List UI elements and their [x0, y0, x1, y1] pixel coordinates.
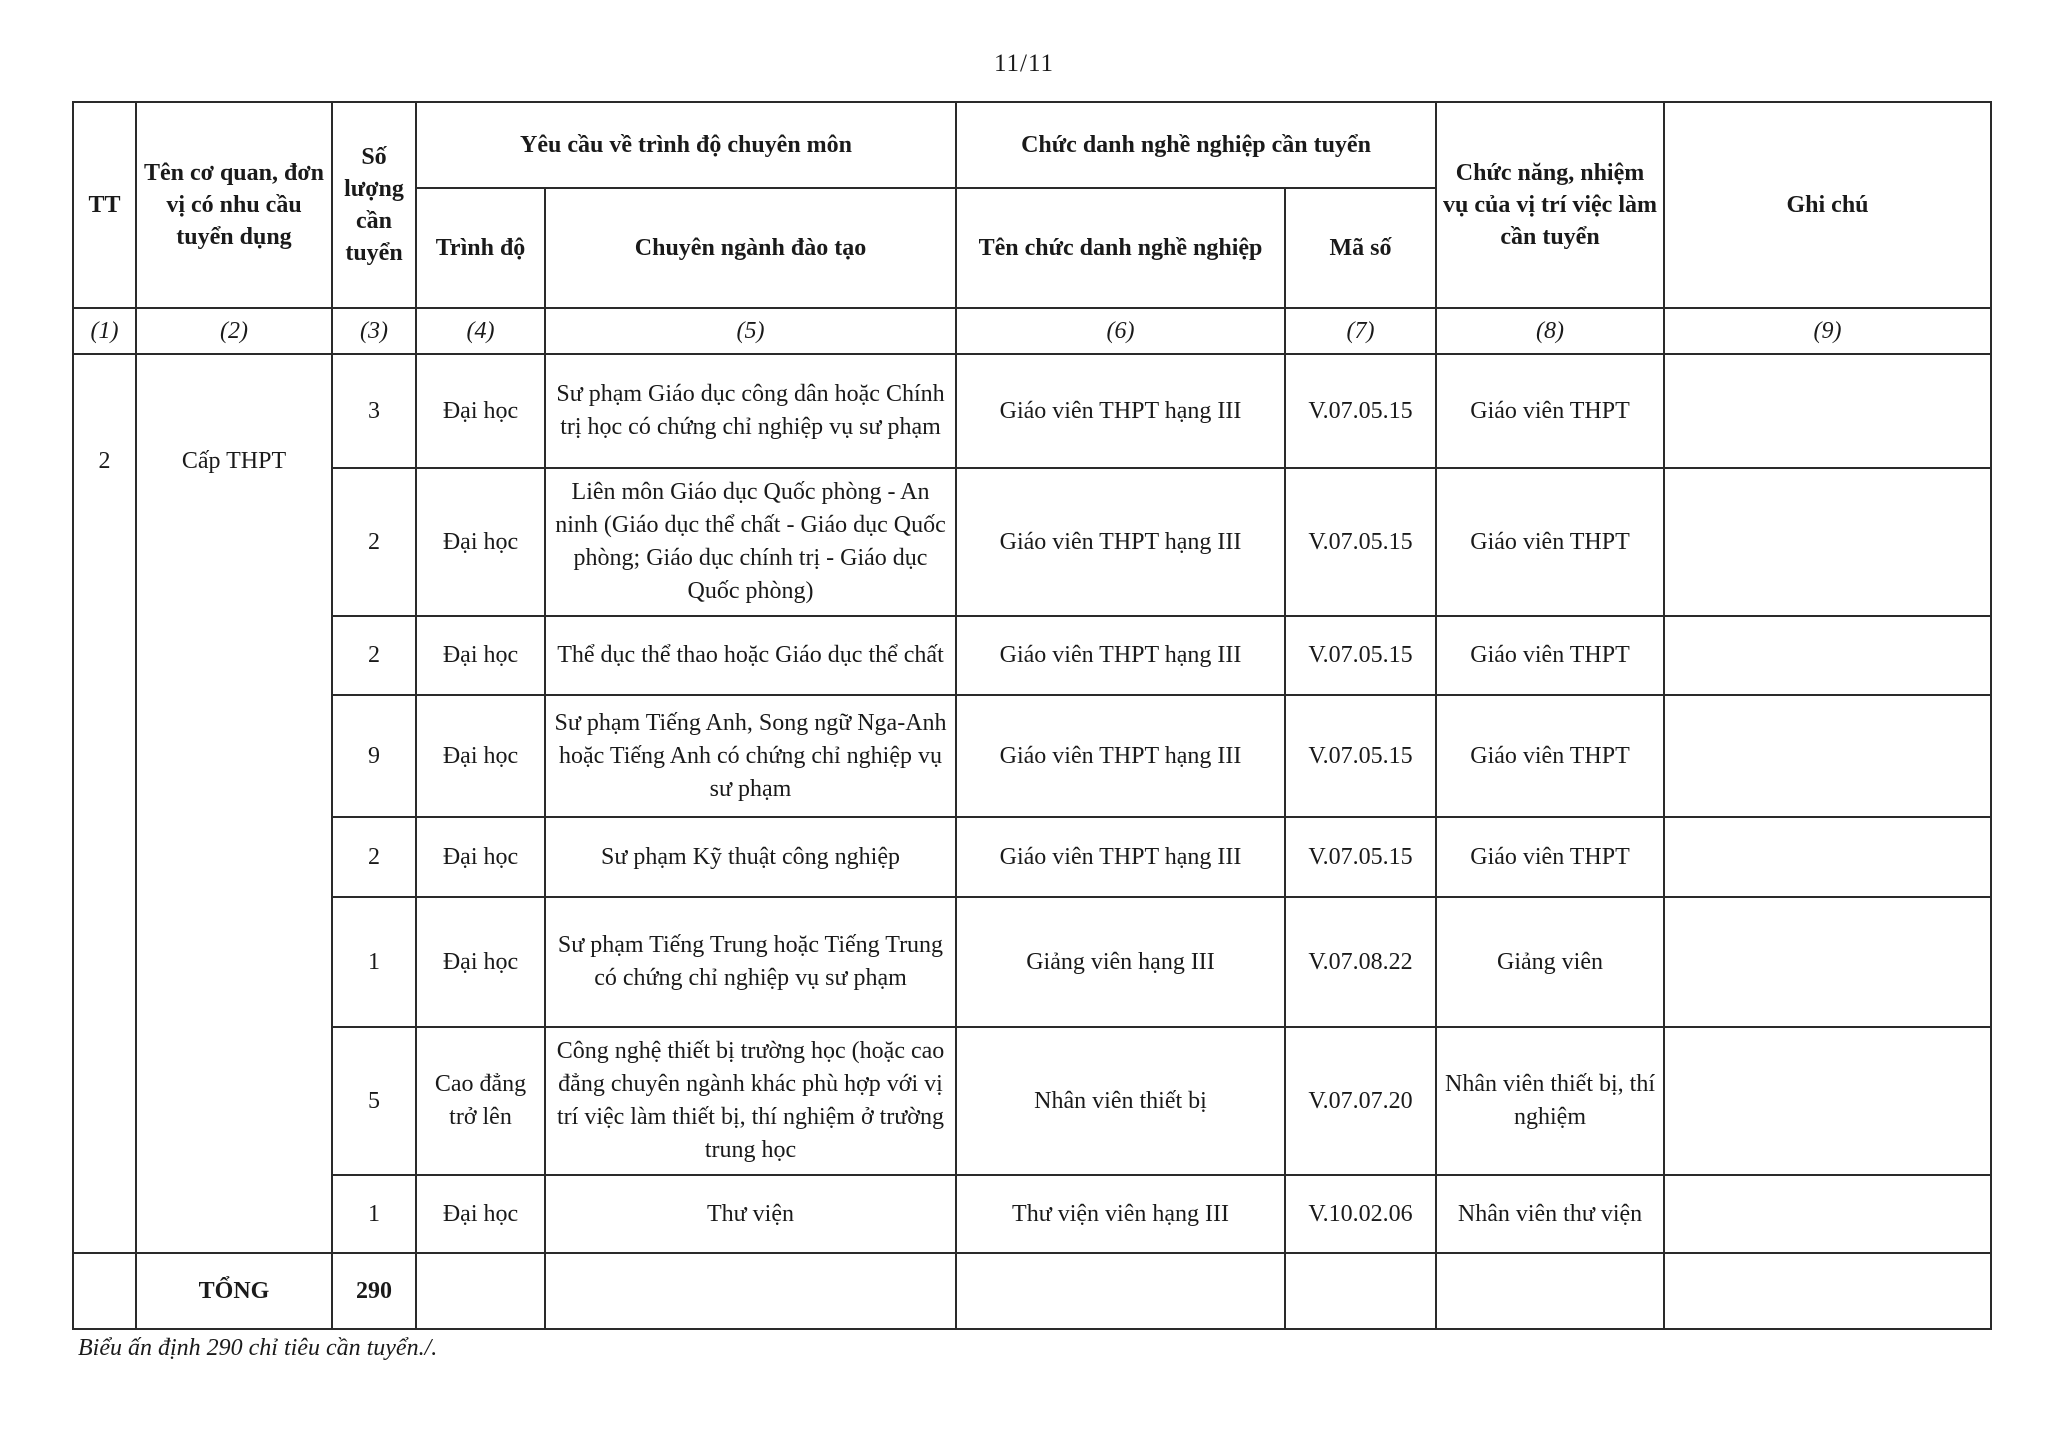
row-code: V.07.05.15	[1285, 354, 1436, 468]
header-title-group: Chức danh nghề nghiệp cần tuyển	[956, 102, 1436, 188]
column-number: (8)	[1436, 308, 1664, 354]
header-major: Chuyên ngành đào tạo	[545, 188, 956, 308]
header-note: Ghi chú	[1664, 102, 1991, 308]
total-empty-cell	[545, 1253, 956, 1329]
header-level: Trình độ	[416, 188, 545, 308]
column-number: (1)	[73, 308, 136, 354]
row-quantity: 2	[332, 468, 416, 616]
header-tt: TT	[73, 102, 136, 308]
page-number: 11/11	[993, 50, 1055, 77]
row-level: Cao đẳng trở lên	[416, 1027, 545, 1175]
header-code: Mã số	[1285, 188, 1436, 308]
row-code: V.07.05.15	[1285, 468, 1436, 616]
row-quantity: 1	[332, 897, 416, 1027]
row-note	[1664, 468, 1991, 616]
row-code: V.07.08.22	[1285, 897, 1436, 1027]
row-quantity: 1	[332, 1175, 416, 1253]
column-number: (9)	[1664, 308, 1991, 354]
footnote: Biểu ấn định 290 chỉ tiêu cần tuyển./.	[78, 1335, 438, 1361]
total-empty-cell	[1664, 1253, 1991, 1329]
row-code: V.07.05.15	[1285, 616, 1436, 695]
row-function: Giáo viên THPT	[1436, 468, 1664, 616]
table-row	[73, 1175, 1991, 1253]
table-row	[73, 354, 1991, 468]
group-agency: Cấp THPT	[136, 354, 332, 1253]
total-empty-cell	[956, 1253, 1285, 1329]
row-note	[1664, 695, 1991, 817]
row-level: Đại học	[416, 468, 545, 616]
row-major: Sư phạm Kỹ thuật công nghiệp	[545, 817, 956, 897]
row-function: Nhân viên thiết bị, thí nghiệm	[1436, 1027, 1664, 1175]
table-row	[73, 897, 1991, 1027]
row-function: Giáo viên THPT	[1436, 354, 1664, 468]
row-quantity: 2	[332, 817, 416, 897]
header-agency: Tên cơ quan, đơn vị có nhu cầu tuyển dụng	[136, 102, 332, 308]
row-note	[1664, 1027, 1991, 1175]
row-title: Giáo viên THPT hạng III	[956, 616, 1285, 695]
row-title: Giáo viên THPT hạng III	[956, 817, 1285, 897]
row-quantity: 2	[332, 616, 416, 695]
table-row	[73, 616, 1991, 695]
row-note	[1664, 354, 1991, 468]
row-title: Thư viện viên hạng III	[956, 1175, 1285, 1253]
total-empty-cell	[73, 1253, 136, 1329]
row-level: Đại học	[416, 897, 545, 1027]
row-major: Sư phạm Tiếng Trung hoặc Tiếng Trung có chứng chỉ nghiệp vụ sư phạm	[545, 897, 956, 1027]
row-note	[1664, 897, 1991, 1027]
row-level: Đại học	[416, 1175, 545, 1253]
total-empty-cell	[1436, 1253, 1664, 1329]
total-row	[73, 1253, 1991, 1329]
row-function: Nhân viên thư viện	[1436, 1175, 1664, 1253]
row-major: Liên môn Giáo dục Quốc phòng - An ninh (Giáo dục thể chất - Giáo dục Quốc phòng; Giáo dục chính trị - Giáo dục Quốc phòng)	[545, 468, 956, 616]
row-code: V.07.05.15	[1285, 695, 1436, 817]
row-level: Đại học	[416, 695, 545, 817]
group-tt: 2	[73, 354, 136, 1253]
row-major: Sư phạm Giáo dục công dân hoặc Chính trị học có chứng chỉ nghiệp vụ sư phạm	[545, 354, 956, 468]
row-note	[1664, 616, 1991, 695]
row-note	[1664, 817, 1991, 897]
total-empty-cell	[416, 1253, 545, 1329]
table-row	[73, 695, 1991, 817]
column-number: (6)	[956, 308, 1285, 354]
total-empty-cell	[1285, 1253, 1436, 1329]
row-title: Nhân viên thiết bị	[956, 1027, 1285, 1175]
row-quantity: 9	[332, 695, 416, 817]
column-number-row	[73, 308, 1991, 354]
header-title-name: Tên chức danh nghề nghiệp	[956, 188, 1285, 308]
row-note	[1664, 1175, 1991, 1253]
row-function: Giáo viên THPT	[1436, 817, 1664, 897]
row-code: V.07.05.15	[1285, 817, 1436, 897]
row-code: V.10.02.06	[1285, 1175, 1436, 1253]
row-function: Giảng viên	[1436, 897, 1664, 1027]
row-title: Giáo viên THPT hạng III	[956, 354, 1285, 468]
column-number: (4)	[416, 308, 545, 354]
header-requirements-group: Yêu cầu về trình độ chuyên môn	[416, 102, 956, 188]
column-number: (7)	[1285, 308, 1436, 354]
header-quantity: Số lượng cần tuyển	[332, 102, 416, 308]
row-quantity: 5	[332, 1027, 416, 1175]
row-level: Đại học	[416, 354, 545, 468]
table-row	[73, 468, 1991, 616]
column-number: (2)	[136, 308, 332, 354]
row-major: Thư viện	[545, 1175, 956, 1253]
row-quantity: 3	[332, 354, 416, 468]
table-row	[73, 817, 1991, 897]
column-number: (5)	[545, 308, 956, 354]
row-function: Giáo viên THPT	[1436, 695, 1664, 817]
row-level: Đại học	[416, 616, 545, 695]
column-number: (3)	[332, 308, 416, 354]
row-major: Thể dục thể thao hoặc Giáo dục thể chất	[545, 616, 956, 695]
table-row	[73, 1027, 1991, 1175]
row-code: V.07.07.20	[1285, 1027, 1436, 1175]
row-title: Giảng viên hạng III	[956, 897, 1285, 1027]
row-level: Đại học	[416, 817, 545, 897]
total-value: 290	[332, 1253, 416, 1329]
recruitment-table	[72, 101, 1992, 1330]
row-major: Sư phạm Tiếng Anh, Song ngữ Nga-Anh hoặc Tiếng Anh có chứng chỉ nghiệp vụ sư phạm	[545, 695, 956, 817]
header-row-top	[73, 102, 1991, 188]
total-label: TỔNG	[136, 1253, 332, 1329]
row-major: Công nghệ thiết bị trường học (hoặc cao đẳng chuyên ngành khác phù hợp với vị trí việc làm thiết bị, thí nghiệm ở trường trung học	[545, 1027, 956, 1175]
row-function: Giáo viên THPT	[1436, 616, 1664, 695]
row-title: Giáo viên THPT hạng III	[956, 468, 1285, 616]
header-function: Chức năng, nhiệm vụ của vị trí việc làm cần tuyển	[1436, 102, 1664, 308]
row-title: Giáo viên THPT hạng III	[956, 695, 1285, 817]
